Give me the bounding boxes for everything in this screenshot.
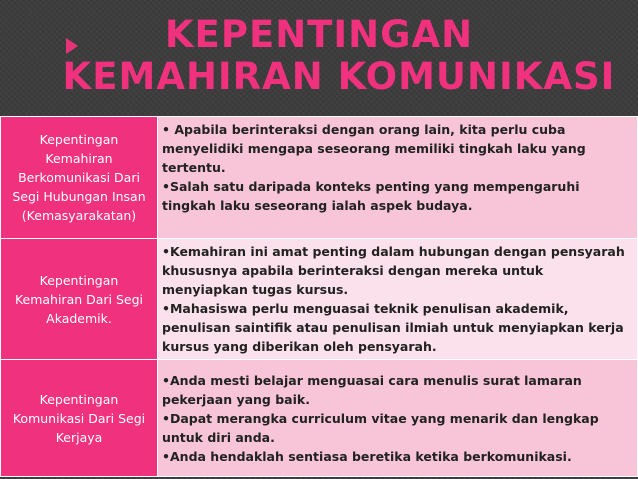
bullet-point: •Kemahiran ini amat penting dalam hubungan dengan pensyarah khususnya apabila berinteraksi dengan mereka untuk menyiapkan tugas kursus. xyxy=(162,244,625,297)
table-row xyxy=(1,117,638,239)
slide-title xyxy=(0,14,638,98)
row-content xyxy=(158,117,638,239)
bullet-point: •Salah satu daripada konteks penting yang mempengaruhi tingkah laku seseorang ialah aspek budaya. xyxy=(162,179,580,213)
title-line-1: KEPENTINGAN xyxy=(164,13,474,56)
content-table xyxy=(0,116,638,477)
bullet-point: •Anda mesti belajar menguasai cara menulis surat lamaran pekerjaan yang baik. xyxy=(162,372,582,407)
bullet-point: • Apabila berinteraksi dengan orang lain, kita perlu cuba menyelidiki mengapa seseorang memiliki tingkah laku yang tertentu. xyxy=(162,122,586,175)
row-heading: Kepentingan Kemahiran Berkomunikasi Dari Segi Hubungan Insan (Kemasyarakatan) xyxy=(1,117,158,239)
bullet-point: •Anda hendaklah sentiasa beretika ketika berkomunikasi. xyxy=(162,448,572,464)
table-row xyxy=(1,239,638,360)
title-line-2: KEMAHIRAN KOMUNIKASI xyxy=(62,55,616,98)
table-row xyxy=(1,360,638,477)
row-heading: Kepentingan Kemahiran Dari Segi Akademik. xyxy=(1,239,158,360)
row-content xyxy=(158,360,638,477)
bullet-point: •Dapat merangka curriculum vitae yang menarik dan lengkap untuk diri anda. xyxy=(162,410,599,445)
row-heading: Kepentingan Komunikasi Dari Segi Kerjaya xyxy=(1,360,158,477)
bullet-point: •Mahasiswa perlu menguasai teknik penulisan akademik, penulisan saintifik atau penulisan ilmiah untuk menyiapkan kerja kursus yang diberikan oleh pensyarah. xyxy=(162,301,624,354)
row-content xyxy=(158,239,638,360)
